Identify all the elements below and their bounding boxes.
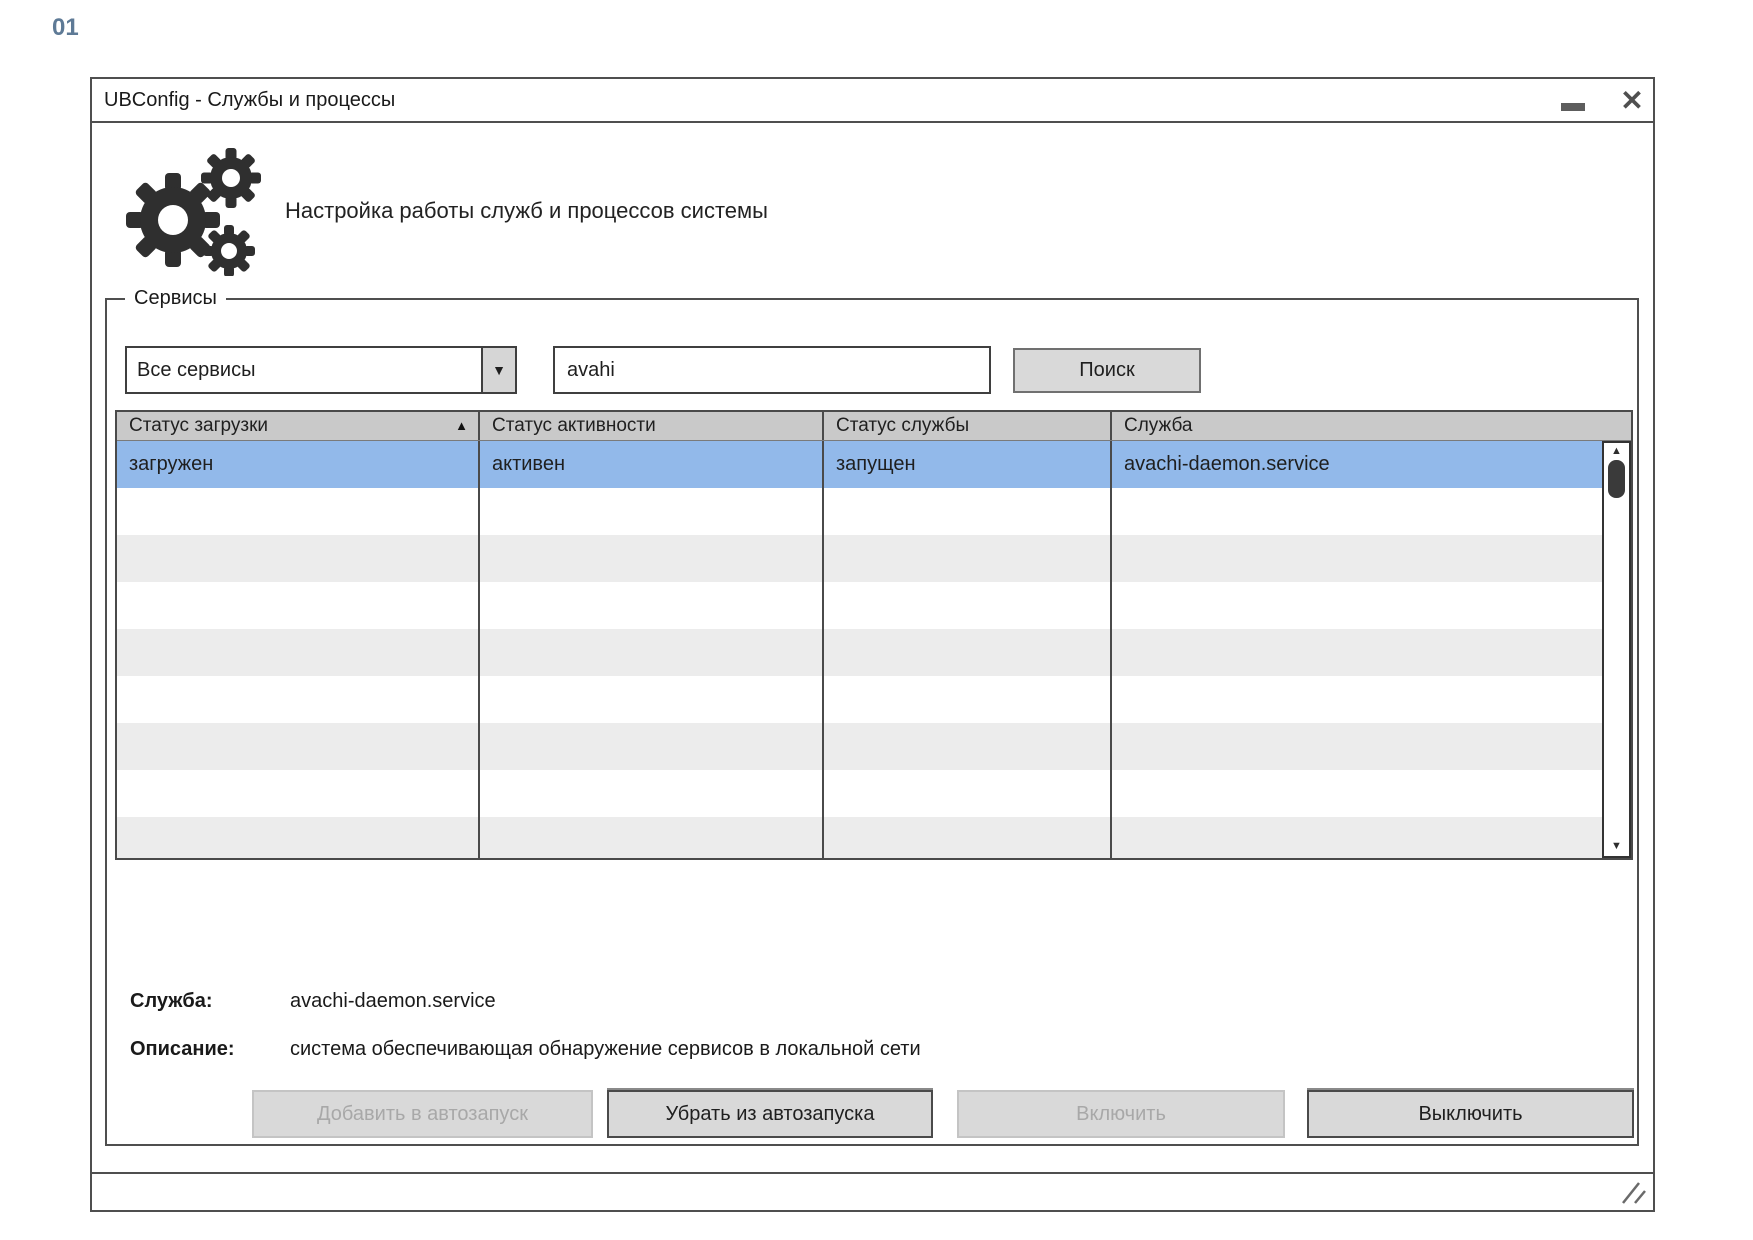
add-autostart-button: Добавить в автозапуск [252, 1090, 593, 1138]
table-row-empty[interactable] [117, 582, 1631, 629]
column-header-active-status[interactable]: Статус активности [480, 412, 824, 440]
services-group [105, 287, 1639, 1146]
close-icon[interactable]: ✕ [1620, 85, 1644, 116]
enable-button: Включить [957, 1090, 1285, 1138]
services-table [115, 410, 1633, 860]
description-label: Описание: [130, 1038, 235, 1060]
window-title: UBConfig - Службы и процессы [104, 89, 396, 111]
table-cell: загружен [117, 441, 480, 488]
title-bar[interactable] [92, 79, 1653, 123]
description-value: система обеспечивающая обнаружение сервисов в локальной сети [290, 1038, 921, 1060]
table-row-empty[interactable] [117, 676, 1631, 723]
dropdown-selected-value: Все сервисы [137, 359, 256, 381]
scroll-up-icon[interactable]: ▲ [1611, 445, 1622, 457]
resize-grip-icon[interactable] [1621, 1181, 1647, 1205]
remove-autostart-button[interactable]: Убрать из автозапуска [607, 1090, 933, 1138]
minimize-icon[interactable] [1561, 103, 1585, 111]
chevron-down-icon[interactable]: ▼ [481, 348, 515, 392]
table-row-empty[interactable] [117, 488, 1631, 535]
table-row-empty[interactable] [117, 723, 1631, 770]
table-row-empty[interactable] [117, 629, 1631, 676]
scroll-down-icon[interactable]: ▼ [1611, 840, 1622, 852]
app-window [90, 77, 1655, 1212]
gears-icon [125, 148, 265, 276]
scrollbar-thumb[interactable] [1608, 460, 1625, 498]
column-header-load-status[interactable]: Статус загрузки ▲ [117, 412, 480, 440]
sort-asc-icon[interactable]: ▲ [455, 418, 468, 433]
column-header-service-status[interactable]: Статус службы [824, 412, 1112, 440]
service-name-value: avachi-daemon.service [290, 990, 496, 1012]
table-cell: avachi-daemon.service [1124, 453, 1330, 475]
page-annotation: 01 [52, 14, 79, 41]
status-bar [92, 1172, 1653, 1210]
table-row-empty[interactable] [117, 770, 1631, 817]
vertical-scrollbar[interactable] [1602, 441, 1631, 858]
service-name-label: Служба: [130, 990, 213, 1012]
table-row-selected[interactable] [117, 441, 1631, 488]
window-subtitle: Настройка работы служб и процессов системы [285, 198, 768, 223]
table-row-empty[interactable] [117, 535, 1631, 582]
column-header-service[interactable]: Служба [1124, 415, 1193, 436]
table-header [117, 412, 1631, 441]
services-group-legend: Сервисы [125, 287, 226, 310]
table-row-empty[interactable] [117, 817, 1631, 860]
disable-button[interactable]: Выключить [1307, 1090, 1634, 1138]
table-cell: активен [480, 441, 824, 488]
search-button[interactable]: Поиск [1013, 348, 1201, 393]
service-filter-dropdown[interactable] [125, 346, 517, 394]
table-cell: запущен [824, 441, 1112, 488]
search-input[interactable] [553, 346, 991, 394]
